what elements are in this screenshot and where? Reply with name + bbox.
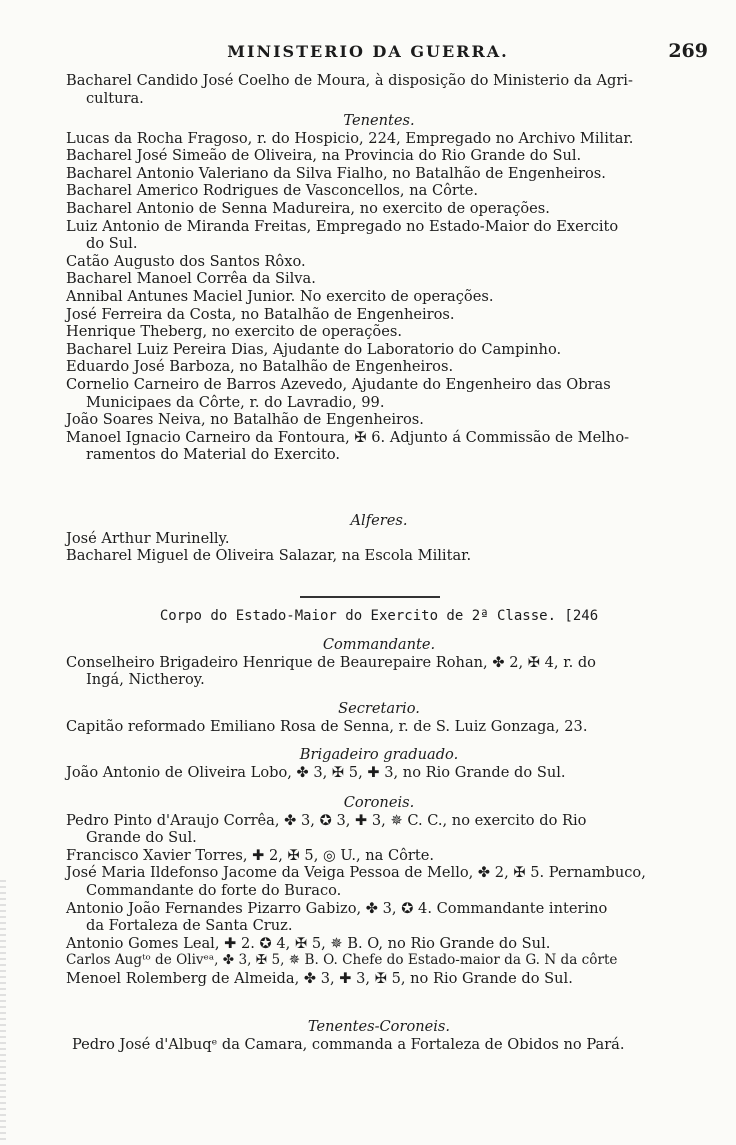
section-brigadeiro [66,746,692,781]
entry-line: Grande do Sul. [86,829,197,847]
section-heading: Brigadeiro graduado. [299,746,459,763]
entry-line: Antonio João Fernandes Pizarro Gabizo, ✤ 3, ✪ 4. Commandante interino [66,899,608,917]
section-tenentes-coroneis [66,1018,692,1053]
entry-line: Eduardo José Barboza, no Batalhão de Engenheiros. [66,358,454,376]
entry-line: João Soares Neiva, no Batalhão de Engenheiros. [66,411,424,429]
entry-line: Annibal Antunes Maciel Junior. No exercito de operações. [66,287,494,305]
section-heading: Coroneis. [343,794,415,811]
entry-line: Antonio Gomes Leal, ✚ 2. ✪ 4, ✠ 5, ✵ B. O, no Rio Grande do Sul. [66,934,551,952]
entry-line: José Arthur Murinelly. [66,529,230,547]
entry-line: Bacharel Luiz Pereira Dias, Ajudante do Laboratorio do Campinho. [66,340,562,358]
entry-line: Henrique Theberg, no exercito de operações. [66,323,402,341]
page-number: 269 [668,40,708,62]
corpo-heading-block [66,606,692,626]
entry-line: ramentos do Material do Exercito. [86,446,341,464]
entry-line: Bacharel Americo Rodrigues de Vasconcellos, na Côrte. [66,182,479,200]
section-coroneis [66,794,692,988]
entry-line: do Sul. [86,235,138,253]
section-heading: Tenentes. [343,112,415,129]
corpo-title: Corpo do Estado-Maior do Exercito de 2ª Classe. [246 [159,608,599,624]
entry-line: Conselheiro Brigadeiro Henrique de Beaurepaire Rohan, ✤ 2, ✠ 4, r. do [66,653,596,671]
entry-line: Municipaes da Côrte, r. do Lavradio, 99. [86,393,385,411]
section-heading: Commandante. [322,636,436,653]
entry-line: Pedro José d'Albuqᵉ da Camara, commanda a Fortaleza de Obidos no Pará. [72,1035,625,1053]
running-title: MINISTERIO DA GUERRA. [227,42,509,61]
entry-line: Capitão reformado Emiliano Rosa de Senna, r. de S. Luiz Gonzaga, 23. [66,717,588,735]
section-divider-rule [300,596,440,598]
entry-line: Bacharel Manoel Corrêa da Silva. [66,270,316,288]
entry-line: da Fortaleza de Santa Cruz. [86,917,293,935]
entry-line: Francisco Xavier Torres, ✚ 2, ✠ 5, ◎ U., na Côrte. [66,846,435,864]
page-header [0,42,736,70]
scan-margin-artifact [0,880,6,1140]
entry-line: Ingá, Nictheroy. [86,671,205,689]
section-heading: Secretario. [338,700,420,717]
section-alferes [66,512,692,565]
entry-line: Lucas da Rocha Fragoso, r. do Hospicio, 224, Empregado no Archivo Militar. [66,129,634,147]
entry-line: João Antonio de Oliveira Lobo, ✤ 3, ✠ 5, ✚ 3, no Rio Grande do Sul. [66,763,566,781]
entry-line: Manoel Ignacio Carneiro da Fontoura, ✠ 6. Adjunto á Commissão de Melho- [66,428,630,446]
entry-line: Bacharel Antonio de Senna Madureira, no exercito de operações. [66,199,550,217]
section-heading: Tenentes-Coroneis. [307,1018,451,1035]
entry-line: Bacharel Miguel de Oliveira Salazar, na Escola Militar. [66,547,472,565]
entry-line: Bacharel José Simeão de Oliveira, na Provincia do Rio Grande do Sul. [66,147,582,165]
entry-line: Carlos Augᵗᵒ de Olivᵉᵃ, ✤ 3, ✠ 5, ✵ B. O. Chefe do Estado-maior da G. N da côrte [66,952,618,969]
entry-line: Pedro Pinto d'Araujo Corrêa, ✤ 3, ✪ 3, ✚ 3, ✵ C. C., no exercito do Rio [66,811,587,829]
entry-block-top [66,72,692,107]
entry-line: cultura. [86,89,144,107]
entry-line: Catão Augusto dos Santos Rôxo. [66,252,306,270]
entry-line: Cornelio Carneiro de Barros Azevedo, Ajudante do Engenheiro das Obras [66,375,611,393]
entry-line: Bacharel Antonio Valeriano da Silva Fialho, no Batalhão de Engenheiros. [66,164,606,182]
entry-line: Luiz Antonio de Miranda Freitas, Empregado no Estado-Maior do Exercito [66,217,619,235]
section-secretario [66,700,692,735]
section-commandante [66,636,692,689]
section-heading: Alferes. [350,512,408,529]
entry-line: José Ferreira da Costa, no Batalhão de Engenheiros. [66,305,455,323]
entry-line: Bacharel Candido José Coelho de Moura, à disposição do Ministerio da Agri- [66,72,633,89]
section-tenentes [66,112,692,464]
entry-line: José Maria Ildefonso Jacome da Veiga Pessoa de Mello, ✤ 2, ✠ 5. Pernambuco, [66,864,646,882]
entry-line: Commandante do forte do Buraco. [86,881,342,899]
entry-line: Menoel Rolemberg de Almeida, ✤ 3, ✚ 3, ✠ 5, no Rio Grande do Sul. [66,969,573,987]
